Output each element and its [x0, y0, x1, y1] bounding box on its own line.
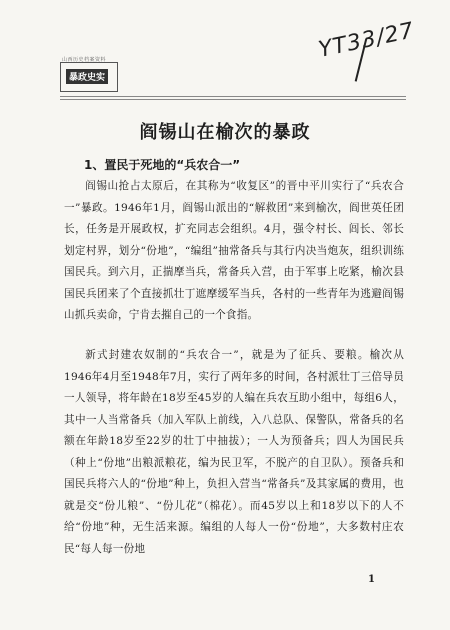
section-heading: 1、置民于死地的“兵农合一”	[84, 158, 241, 172]
header-rule-top	[60, 96, 406, 97]
header-rule-bottom	[60, 99, 406, 100]
body-paragraph-2: 新式封建农奴制的“兵农合一”，就是为了征兵、要粮。榆次从1946年4月至1948年7月，实行了两年多的时间，各村派壮丁三倍导员一人领导，将年龄在18岁至45岁的人编在兵农互助小组中，每组6人，其中一人当常备兵（加入军队上前线，入八总队、保警队，常备兵的名额在年龄18岁至22岁的壮丁中抽拔）；一人为预备兵；四人为国民兵（种上“份地”出粮派粮花，编为民卫军，不脱产的自卫队）。预备兵和国民兵将六人的“份地”种上，负担入营当“常备兵”及其家属的费用，也就是交“份儿粮”、“份儿花”（棉花）。而45岁以上和18岁以下的人不给“份地”种，无生活来源。编组的人每人一份“份地”，大多数村庄农民“每人每一份地	[64, 349, 404, 555]
page-number: 1	[368, 574, 375, 585]
document-title: 阎锡山在榆次的暴政	[139, 122, 311, 143]
stamp-label: 暴政史实	[66, 69, 108, 84]
body-paragraph-1: 阎锡山抢占太原后，在其称为“收复区”的晋中平川实行了“兵农合一”暴政。1946年1月，阎锡山派出的“解救团”来到榆次，阎世英任团长，任务是开展政权，扩充同志会组织。4月，强令村长、闾长、邻长划定村界，划分“份地”，“编组”抽常备兵与其行内决当炮灰，组织训练国民兵。到六月，正揣摩当兵，常备兵入营，由于军事上吃紧，榆次县国民兵团来了个直接抓壮丁遮摩缓军当兵，各村的一些青年为逃避阎锡山抓兵卖命，宁肯去摧自己的一个食指。	[64, 180, 404, 321]
handwritten-note: YT33/27	[316, 18, 417, 63]
stamp-top-text: 山西历史档案资料	[62, 57, 107, 63]
